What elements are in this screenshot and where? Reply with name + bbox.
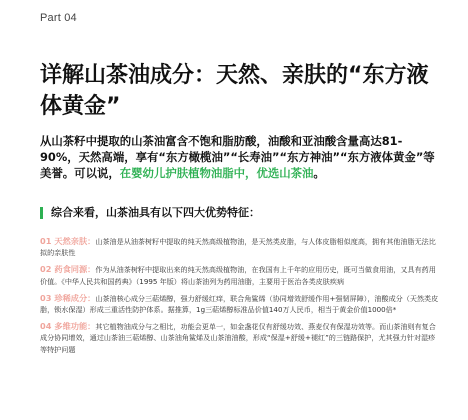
feature-number: 01 xyxy=(40,236,52,246)
feature-number: 04 xyxy=(40,321,52,332)
intro-highlight: 在婴幼儿护肤植物油脂中，优选山茶油 xyxy=(119,166,314,180)
feature-text: 山茶油核心成分三萜烯醇，强力舒缓红痒，联合角鲨烯（协同增效舒缓作用+强韧屏障），油酸成分（天然类皮脂，锁水保湿）形成三重活性防护体系。据推算，1g三萜烯醇标准品价值140万人民币，相当于黄金价值1000倍* xyxy=(40,293,439,315)
feature-text: 作为从油茶树籽中提取出来的纯天然高级植物油，在我国有上千年的应用历史，既可当做食用油，又具有药用价值。《中华人民共和国药典》（1995 年版）将山茶油列为药用油脂，主要用于医治各类皮肤疾病 xyxy=(40,265,436,286)
feature-number: 03 xyxy=(40,292,52,303)
feature-name: 多维功能： xyxy=(54,321,96,332)
feature-item-natural xyxy=(40,236,442,258)
feature-name: 药食同源： xyxy=(54,264,96,275)
page-title: 详解山茶油成分：天然、亲肤的“东方液体黄金” xyxy=(40,63,429,119)
feature-list xyxy=(40,236,442,361)
summary-text: 综合来看，山茶油具有以下四大优势特征： xyxy=(51,206,260,219)
summary-heading xyxy=(40,205,440,221)
intro-paragraph xyxy=(40,133,440,181)
feature-text: 其它植物油成分与之相比，功能会更单一，如金盏花仅有舒缓功效、燕麦仅有保湿功效等。而山茶油则有复合成分协同增效，通过山茶油三萜烯醇、山茶油角鲨烯及山茶油油酸，形成“保湿+舒缓+褪红”的三链路保护，尤其强力针对湿疹等特护问题 xyxy=(40,322,436,354)
feature-number: 02 xyxy=(40,264,52,275)
intro-text: 从山茶籽中提取的山茶油富含不饱和脂肪酸，油酸和亚油酸含量高达81-90%，天然高端，享有“东方橄榄油”“长寿油”“东方神油”“东方液体黄金”等美誉。可以说， xyxy=(40,134,435,180)
feature-name: 天然亲肤： xyxy=(54,236,96,246)
feature-item-multifunction xyxy=(40,321,442,355)
feature-item-rare xyxy=(40,293,442,315)
green-bar-marker xyxy=(40,207,43,219)
part-label: Part 04 xyxy=(40,12,77,24)
feature-text: 山茶油是从油茶树籽中提取的纯天然高级植物油，是天然类皮脂，与人体皮脂相似度高，拥有其他油脂无法比拟的亲肤性 xyxy=(40,237,436,258)
feature-item-medicinal xyxy=(40,264,442,286)
intro-end: 。 xyxy=(313,166,325,180)
feature-name: 珍稀成分： xyxy=(54,292,96,303)
